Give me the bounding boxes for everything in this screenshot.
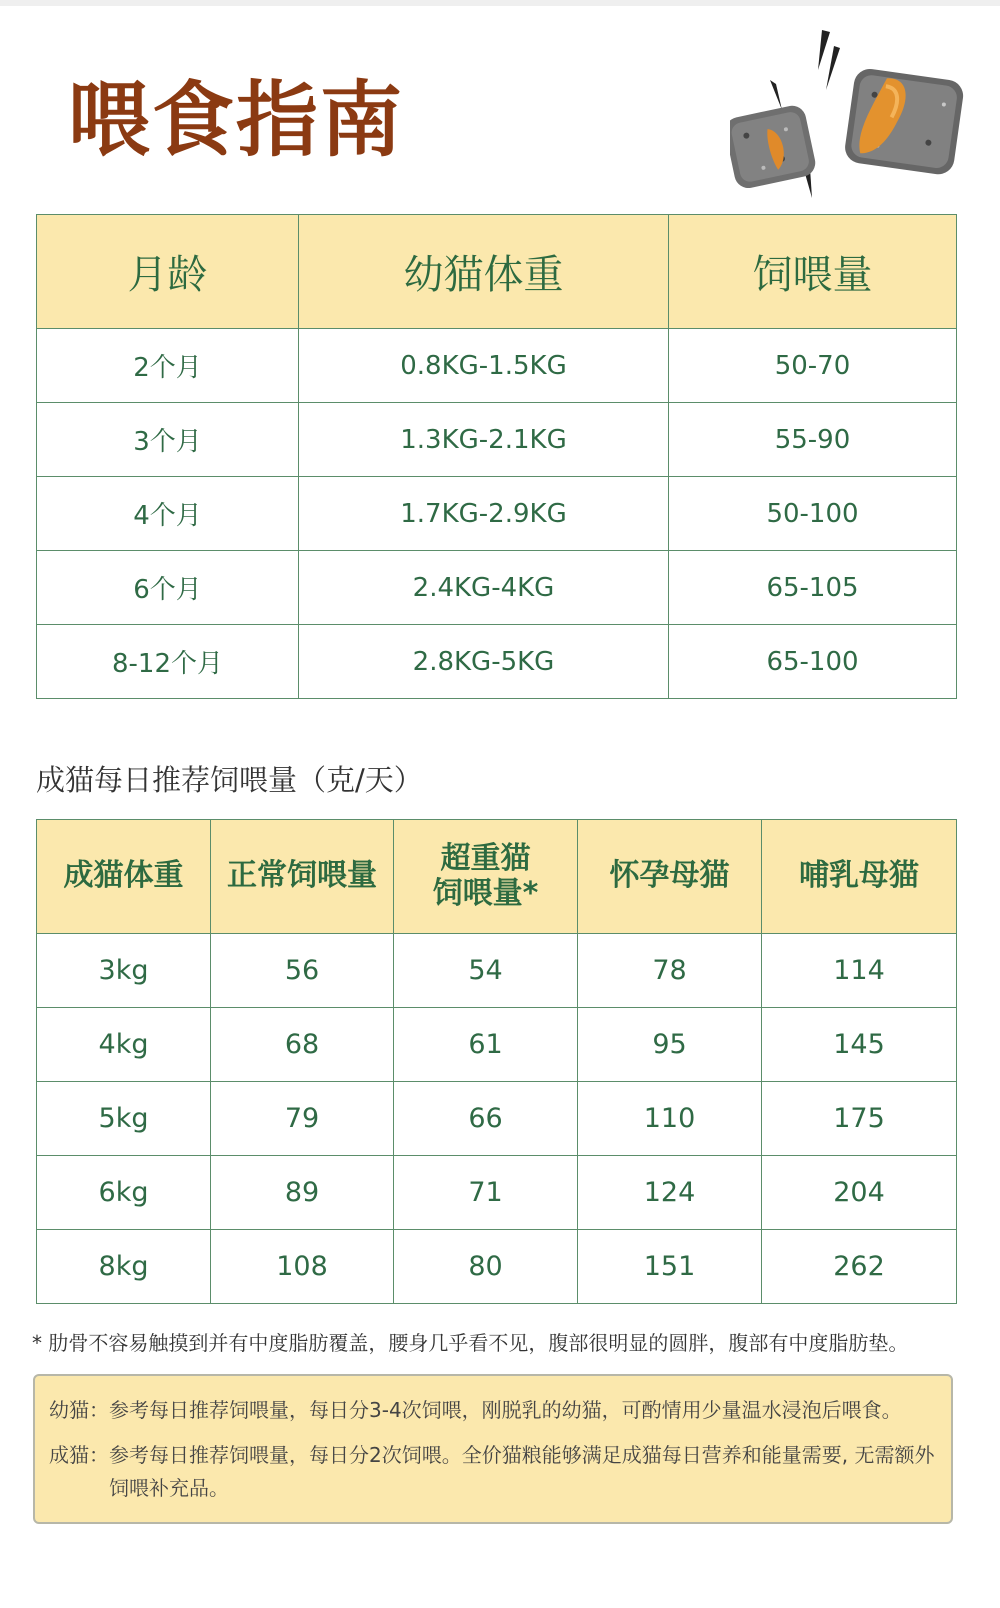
note-adult [49,1439,937,1505]
header-overweight-amount [394,820,578,934]
cell-weight: 2.4KG-4KG [299,551,669,625]
cell-overweight: 71 [394,1156,578,1230]
cell-nursing: 262 [762,1230,957,1304]
cell-age: 4个月 [37,477,299,551]
table-row [37,329,957,403]
cell-weight: 1.7KG-2.9KG [299,477,669,551]
feeding-notes-box [33,1374,953,1524]
cell-pregnant: 110 [578,1082,762,1156]
cell-overweight: 80 [394,1230,578,1304]
header-overweight-line1: 超重猫 [440,841,531,876]
cell-age: 6个月 [37,551,299,625]
table-header-row [37,820,957,934]
table-row [37,1082,957,1156]
header-kitten-weight: 幼猫体重 [299,215,669,329]
header-nursing-cat: 哺乳母猫 [762,820,957,934]
cell-amount: 50-70 [669,329,957,403]
kitten-feeding-table [36,214,957,699]
cell-amount: 55-90 [669,403,957,477]
cell-pregnant: 124 [578,1156,762,1230]
table-row [37,477,957,551]
cell-age: 8-12个月 [37,625,299,699]
cell-normal: 108 [211,1230,394,1304]
cell-nursing: 204 [762,1156,957,1230]
table-header-row [37,215,957,329]
cell-overweight: 66 [394,1082,578,1156]
top-divider [0,0,1000,6]
cell-age: 3个月 [37,403,299,477]
table-row [37,551,957,625]
overweight-footnote: * 肋骨不容易触摸到并有中度脂肪覆盖，腰身几乎看不见，腹部很明显的圆胖，腹部有中度脂肪垫。 [32,1331,909,1355]
header-adult-weight: 成猫体重 [37,820,211,934]
cell-nursing: 145 [762,1008,957,1082]
note-kitten [49,1394,937,1427]
cell-nursing: 175 [762,1082,957,1156]
cell-overweight: 61 [394,1008,578,1082]
table-row [37,1008,957,1082]
cell-weight: 4kg [37,1008,211,1082]
cell-normal: 89 [211,1156,394,1230]
header-pregnant-cat: 怀孕母猫 [578,820,762,934]
cell-amount: 65-105 [669,551,957,625]
adult-feeding-table [36,819,957,1304]
note-label: 成猫： [49,1443,109,1467]
cell-pregnant: 151 [578,1230,762,1304]
cell-pregnant: 95 [578,1008,762,1082]
cell-weight: 3kg [37,934,211,1008]
header-feeding-amount: 饲喂量 [669,215,957,329]
header-overweight-line2: 饲喂量* [432,875,539,911]
header-age: 月龄 [37,215,299,329]
cell-pregnant: 78 [578,934,762,1008]
table-row [37,625,957,699]
cell-normal: 56 [211,934,394,1008]
cell-amount: 65-100 [669,625,957,699]
page-title: 喂食指南 [68,73,405,168]
kibble-image [730,20,980,210]
note-label: 幼猫： [49,1398,109,1422]
cell-weight: 8kg [37,1230,211,1304]
cell-weight: 2.8KG-5KG [299,625,669,699]
table-row [37,1156,957,1230]
header-normal-amount: 正常饲喂量 [211,820,394,934]
note-text: 参考每日推荐饲喂量，每日分2次饲喂。全价猫粮能够满足成猫每日营养和能量需要, 无需额外饲喂补充品。 [109,1443,935,1500]
cell-weight: 6kg [37,1156,211,1230]
note-text: 参考每日推荐饲喂量，每日分3-4次饲喂，刚脱乳的幼猫，可酌情用少量温水浸泡后喂食。 [109,1398,902,1422]
cell-amount: 50-100 [669,477,957,551]
cell-normal: 79 [211,1082,394,1156]
cell-normal: 68 [211,1008,394,1082]
adult-section-title: 成猫每日推荐饲喂量（克/天） [36,763,423,797]
table-row [37,934,957,1008]
cell-nursing: 114 [762,934,957,1008]
cell-overweight: 54 [394,934,578,1008]
cell-age: 2个月 [37,329,299,403]
table-row [37,1230,957,1304]
cell-weight: 0.8KG-1.5KG [299,329,669,403]
table-row [37,403,957,477]
cell-weight: 1.3KG-2.1KG [299,403,669,477]
cell-weight: 5kg [37,1082,211,1156]
